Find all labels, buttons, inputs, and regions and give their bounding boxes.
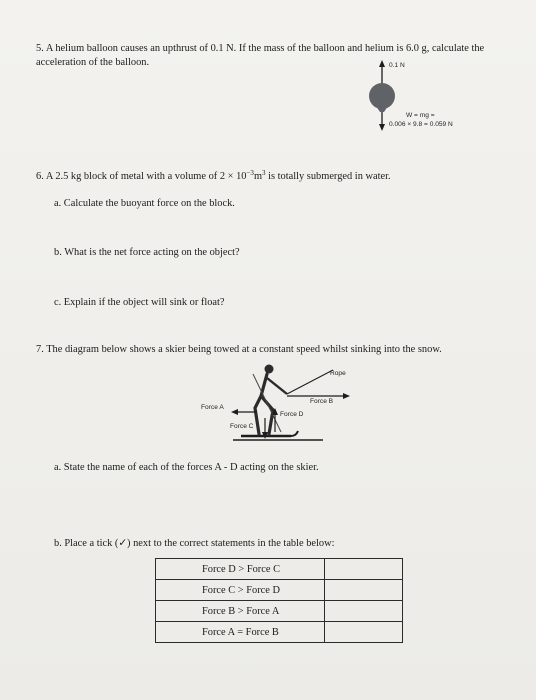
table-row (156, 601, 403, 622)
q7-intro: 7. The diagram below shows a skier being towed at a constant speed whilst sinking into the snow. (36, 344, 442, 355)
table-row (156, 559, 403, 580)
table-row (156, 622, 403, 643)
rope-label: Rope (330, 370, 346, 377)
tow-rope (287, 370, 333, 394)
statement-cell: Force A = Force B (156, 622, 325, 643)
weight-arrowhead (379, 124, 385, 131)
weight-label-2: 0.006 × 9.8 = 0.059 N (389, 121, 453, 128)
tick-cell[interactable] (324, 580, 402, 601)
force-d-label: Force D (280, 411, 304, 418)
force-b-arrowhead (343, 393, 350, 399)
q7-part-a: a. State the name of each of the forces A - D acting on the skier. (54, 462, 319, 473)
tick-cell[interactable] (324, 622, 402, 643)
q6-part-b: b. What is the net force acting on the object? (54, 247, 240, 258)
ski-tip (291, 431, 298, 436)
skier-arms (267, 378, 287, 394)
q6-part-c: c. Explain if the object will sink or float? (54, 297, 225, 308)
tick-cell[interactable] (324, 559, 402, 580)
table-row (156, 580, 403, 601)
skier-head (265, 365, 274, 374)
q5-text-line-2: acceleration of the balloon. (36, 57, 150, 68)
balloon-neck (376, 106, 388, 112)
upthrust-arrowhead (379, 60, 385, 67)
force-a-arrowhead (231, 409, 238, 415)
statement-cell: Force D > Force C (156, 559, 325, 580)
q5-text-line-1: 5. A helium balloon causes an upthrust of 0.1 N. If the mass of the balloon and helium is 6.0 g, calculate the (36, 43, 485, 54)
q6-intro: 6. A 2.5 kg block of metal with a volume of $2 \times 10^{-3}m^3$ is totally submerged in water. (36, 169, 391, 182)
statement-cell: Force C > Force D (156, 580, 325, 601)
statement-cell: Force B > Force A (156, 601, 325, 622)
tick-table (155, 558, 403, 643)
force-b-label: Force B (310, 398, 334, 405)
q7-part-b: b. Place a tick (✓) next to the correct statements in the table below: (54, 538, 335, 549)
tick-cell[interactable] (324, 601, 402, 622)
force-a-label: Force A (201, 404, 224, 411)
upthrust-label: 0.1 N (389, 62, 405, 69)
q6-part-a: a. Calculate the buoyant force on the block. (54, 198, 235, 209)
weight-label-1: W = mg = (406, 112, 435, 119)
force-c-label: Force C (230, 423, 254, 430)
balloon-body (369, 83, 395, 109)
